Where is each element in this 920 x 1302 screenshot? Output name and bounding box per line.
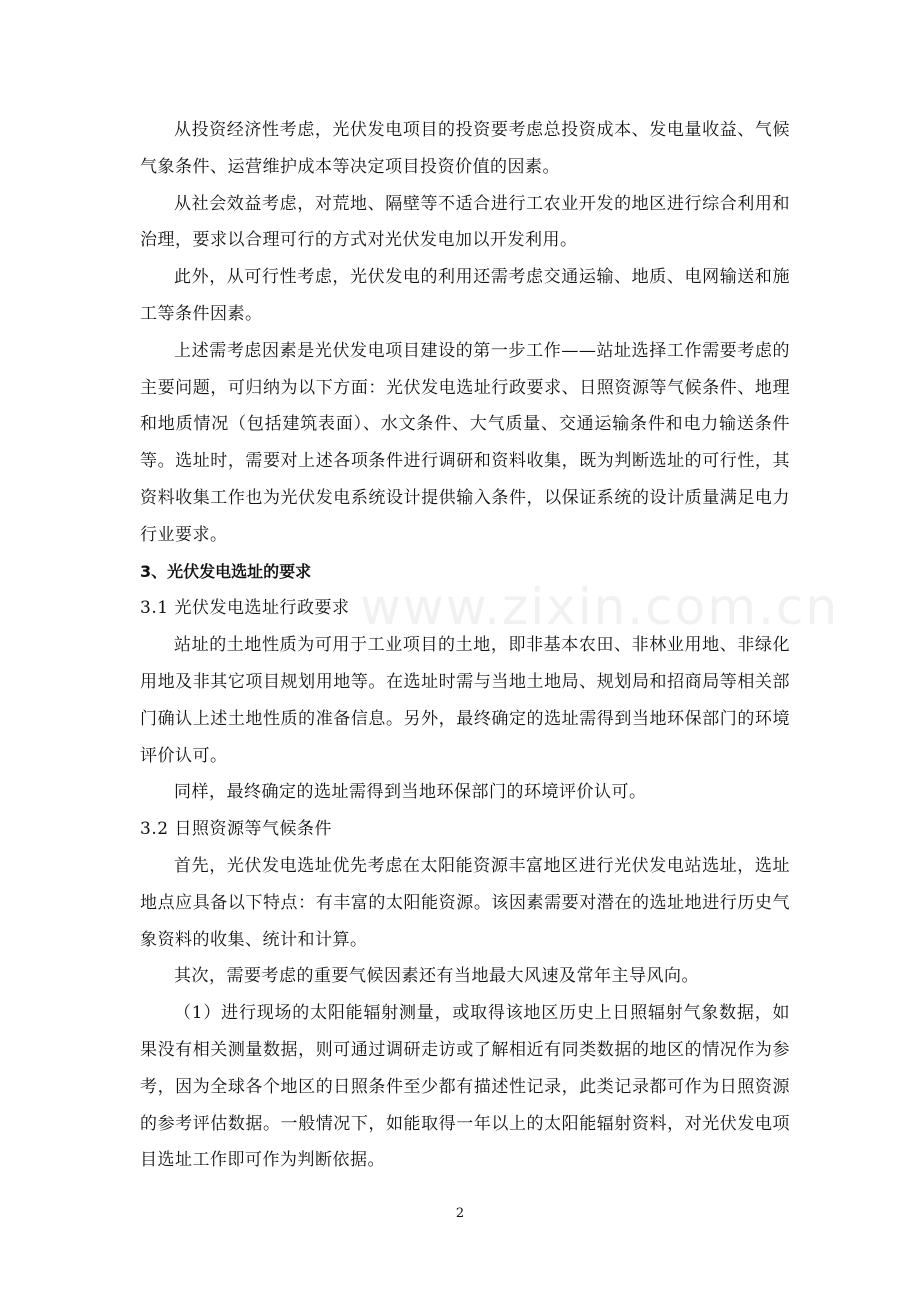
document-body	[140, 112, 790, 1179]
page-number: 2	[455, 1206, 465, 1221]
paragraph-investment: 从投资经济性考虑，光伏发电项目的投资要考虑总投资成本、发电量收益、气候气象条件、运营维护成本等决定项目投资价值的因素。	[140, 120, 790, 177]
watermark: www.zixin.com.cn	[360, 578, 840, 636]
paragraph-land-nature: 站址的土地性质为可用于工业项目的土地，即非基本农田、非林业用地、非绿化用地及非其它项目规划用地等。在选址时需与当地土地局、规划局和招商局等相关部门确认上述土地性质的准备信息。另外，最终确定的选址需得到当地环保部门的环境评价认可。	[140, 635, 790, 766]
paragraph-site-selection-summary: 上述需考虑因素是光伏发电项目建设的第一步工作——站址选择工作需要考虑的主要问题，可归纳为以下方面：光伏发电选址行政要求、日照资源等气候条件、地理和地质情况（包括建筑表面）、水文条件、大气质量、交通运输条件和电力输送条件等。选址时，需要对上述各项条件进行调研和资料收集，既为判断选址的可行性，其资料收集工作也为光伏发电系统设计提供输入条件，以保证系统的设计质量满足电力行业要求。	[140, 340, 790, 545]
paragraph-radiation-measurement: （1）进行现场的太阳能辐射测量，或取得该地区历史上日照辐射气象数据，如果没有相关测量数据，则可通过调研走访或了解相近有同类数据的地区的情况作为参考，因为全球各个地区的日照条件至少都有描述性记录，此类记录都可作为日照资源的参考评估数据。一般情况下，如能取得一年以上的太阳能辐射资料，对光伏发电项目选址工作即可作为判断依据。	[140, 1003, 790, 1171]
paragraph-social-benefit: 从社会效益考虑，对荒地、隔壁等不适合进行工农业开发的地区进行综合利用和治理，要求以合理可行的方式对光伏发电加以开发利用。	[140, 193, 790, 251]
paragraph-environment-approval: 同样，最终确定的选址需得到当地环保部门的环境评价认可。	[174, 782, 647, 803]
subsection-heading-3-2: 3.2 日照资源等气候条件	[140, 819, 332, 840]
paragraph-feasibility: 此外，从可行性考虑，光伏发电的利用还需考虑交通运输、地质、电网输送和施工等条件因素。	[140, 267, 790, 324]
paragraph-wind-factors: 其次，需要考虑的重要气候因素还有当地最大风速及常年主导风向。	[174, 966, 699, 987]
section-heading-3: 3、光伏发电选址的要求	[140, 561, 312, 581]
subsection-heading-3-1: 3.1 光伏发电选址行政要求	[140, 598, 350, 619]
paragraph-solar-resource: 首先，光伏发电选址优先考虑在太阳能资源丰富地区进行光伏发电站选址，选址地点应具备以下特点：有丰富的太阳能资源。该因素需要对潜在的选址地进行历史气象资料的收集、统计和计算。	[140, 855, 790, 950]
